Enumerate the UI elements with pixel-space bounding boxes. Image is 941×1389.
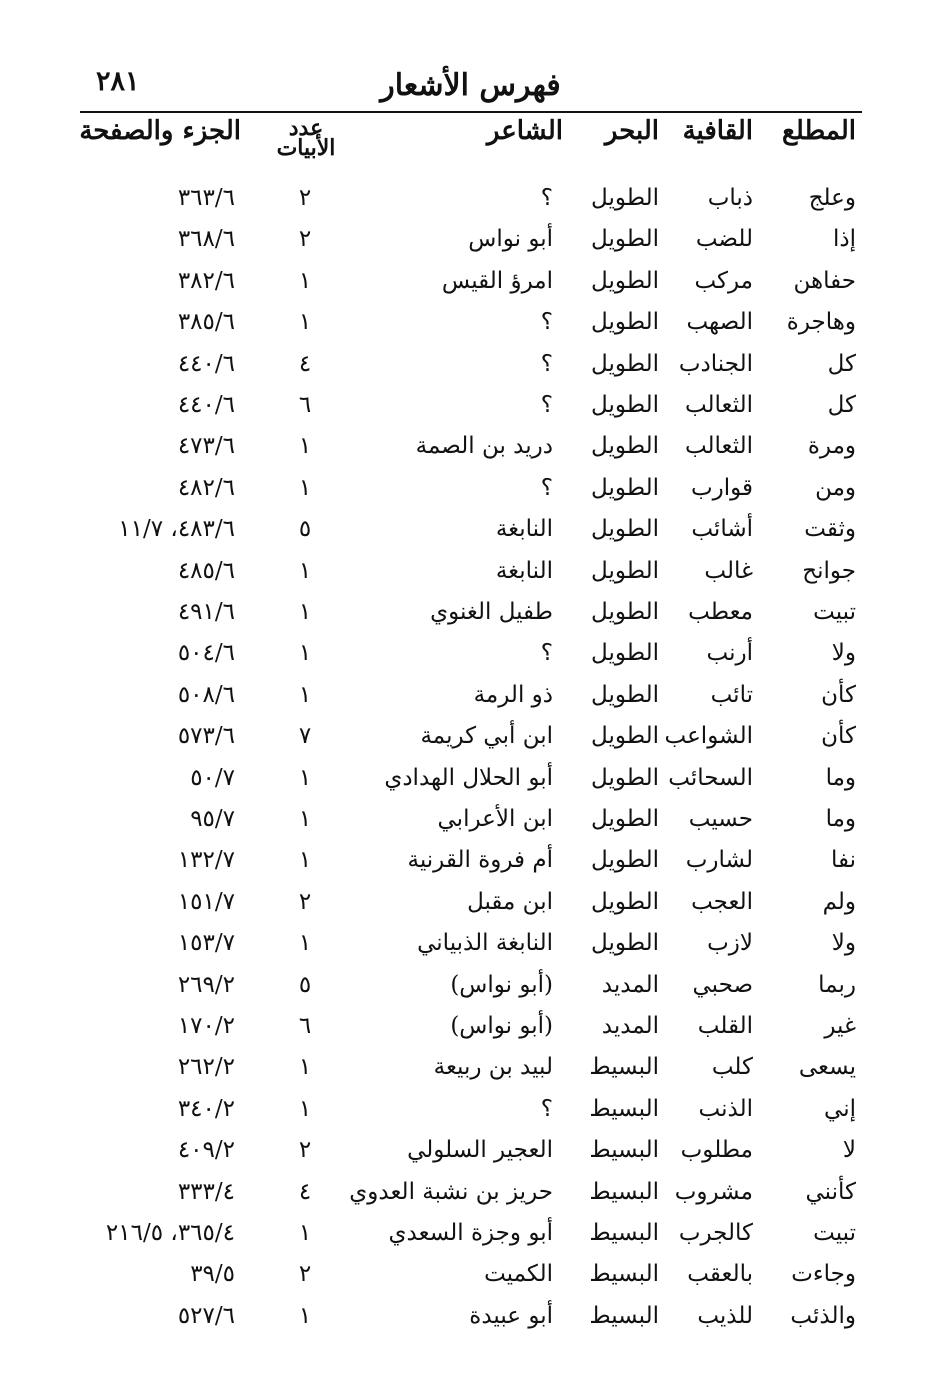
bahr-cell: البسيط [589,1178,659,1205]
qafia-cell: كالجرب [678,1220,753,1246]
qafia-cell: الجنادب [678,350,753,377]
bahr-cell: الطويل [591,764,659,791]
poet-cell: النابغة [495,557,553,584]
table-row [0,344,941,386]
table-row [0,716,941,758]
verse-count-cell: ١ [298,267,312,294]
qafia-cell: للضب [695,226,753,253]
bahr-cell: الطويل [591,392,659,418]
matla-cell: نفا [830,847,856,874]
matla-cell: ولم [822,888,856,915]
bahr-cell: المديد [601,1013,659,1039]
qafia-cell: أرنب [706,640,753,667]
qafia-cell: غالب [704,557,753,584]
table-row [0,1047,941,1089]
verse-count-cell: ٢ [298,1261,312,1288]
table-row [0,882,941,924]
poet-cell: ابن أبي كريمة [420,723,553,750]
qafia-cell: الثعالب [684,433,753,460]
poet-cell: النابغة الذبياني [417,930,553,957]
matla-cell: ومرة [807,433,856,460]
verse-count-cell: ٤ [298,1178,312,1205]
poet-cell: الكميت [484,1261,553,1288]
verse-count-cell: ٧ [298,723,312,750]
volume-page-cell: ٤٨٢/٦ [177,474,235,501]
poet-cell: (أبو نواس) [450,1013,553,1039]
matla-cell: تبيت [813,599,856,625]
matla-cell: ولا [831,930,856,957]
volume-page-cell: ٣٦٨/٦ [177,226,235,253]
poet-cell: ذو الرمة [473,681,553,708]
bahr-cell: الطويل [591,267,659,294]
volume-page-cell: ٤٤٠/٦ [177,392,235,418]
volume-page-cell: ٤٠٩/٢ [177,1137,235,1164]
volume-page-cell: ٣٦٣/٦ [177,185,235,211]
volume-page-cell: ١٥٣/٧ [177,930,235,957]
volume-page-cell: ٩٥/٧ [190,806,235,832]
volume-page-cell: ٤٨٣/٦، ١١/٧ [118,516,235,543]
qafia-cell: الصهب [686,309,753,336]
table-row [0,923,941,965]
bahr-cell: الطويل [591,847,659,874]
matla-cell: حفاهن [793,267,856,294]
matla-cell: والذئب [790,1302,856,1329]
verse-count-cell: ١ [298,806,312,832]
volume-page-cell: ٥٧٣/٦ [177,723,235,750]
volume-page-cell: ٣٩/٥ [190,1261,235,1288]
verse-count-cell: ٦ [298,1013,312,1039]
qafia-cell: لازب [707,930,753,957]
poet-cell: طفيل الغنوي [430,599,553,625]
volume-page-cell: ٤٧٣/٦ [177,433,235,460]
matla-cell: كل [827,350,856,377]
volume-page-cell: ٣٨٥/٦ [177,309,235,336]
table-row [0,1006,941,1048]
bahr-cell: الطويل [591,516,659,543]
matla-cell: وجاءت [791,1261,856,1288]
verse-count-cell: ١ [298,1302,312,1329]
table-row [0,1254,941,1296]
qafia-cell: حسيب [688,806,753,832]
table-row [0,1296,941,1338]
poet-cell: دريد بن الصمة [415,433,553,460]
poet-cell: أبو عبيدة [469,1302,553,1329]
table-row [0,426,941,468]
volume-page-cell: ١٧٠/٢ [177,1013,235,1039]
poet-cell: العجير السلولي [407,1137,553,1164]
table-row [0,1130,941,1172]
verse-count-cell: ١ [298,599,312,625]
poet-cell: ؟ [540,309,553,336]
matla-cell: وهاجرة [786,309,856,336]
table-row [0,840,941,882]
bahr-cell: الطويل [591,681,659,708]
volume-page-cell: ٣٦٥/٤، ٢١٦/٥ [105,1220,235,1246]
matla-cell: تبيت [813,1220,856,1246]
qafia-cell: ذباب [707,185,753,211]
qafia-cell: صحبي [692,971,753,998]
volume-page-cell: ٣٤٠/٢ [177,1095,235,1122]
volume-page-cell: ٤٤٠/٦ [177,350,235,377]
verse-count-cell: ١ [298,1220,312,1246]
poet-cell: أبو الحلال الهدادي [384,764,553,791]
poet-cell: ابن مقبل [467,888,553,915]
qafia-cell: معطب [688,599,753,625]
matla-cell: كل [827,392,856,418]
poet-cell: (أبو نواس) [450,971,553,998]
qafia-cell: لشارب [685,847,753,874]
table-row [0,178,941,220]
column-header-bahr: البحر [604,116,659,146]
matla-cell: إني [824,1095,856,1122]
bahr-cell: الطويل [591,433,659,460]
volume-page-cell: ٢٦٢/٢ [177,1054,235,1081]
bahr-cell: الطويل [591,599,659,625]
verse-count-cell: ٦ [298,392,312,418]
verse-count-cell: ١ [298,764,312,791]
qafia-cell: مطلوب [680,1137,753,1164]
bahr-cell: الطويل [591,806,659,832]
verse-count-cell: ٢ [298,1137,312,1164]
volume-page-cell: ٤٨٥/٦ [177,557,235,584]
table-row [0,551,941,593]
bahr-cell: الطويل [591,185,659,211]
poet-cell: ؟ [540,392,553,418]
header-rule [80,111,862,113]
table-row [0,633,941,675]
page-title: فهرس الأشعار [380,68,561,103]
verse-count-cell: ٢ [298,888,312,915]
poet-cell: امرؤ القيس [441,267,553,294]
volume-page-cell: ١٣٢/٧ [177,847,235,874]
table-row [0,675,941,717]
column-header-count-line2: الأبيات [276,135,336,161]
qafia-cell: القلب [697,1013,753,1039]
matla-cell: يسعى [798,1054,856,1081]
matla-cell: كأن [821,681,856,708]
bahr-cell: البسيط [589,1302,659,1329]
qafia-cell: الثعالب [684,392,753,418]
poet-cell: أبو وجزة السعدي [388,1220,553,1246]
poet-cell: أبو نواس [468,226,553,253]
table-row [0,468,941,510]
matla-cell: ربما [818,971,856,998]
qafia-cell: الشواعب [664,723,753,750]
bahr-cell: البسيط [589,1054,659,1081]
verse-count-cell: ٥ [298,516,312,543]
column-header-ref: الجزء والصفحة [79,116,241,146]
verse-count-cell: ١ [298,309,312,336]
bahr-cell: الطويل [591,723,659,750]
table-row [0,1213,941,1255]
qafia-cell: بالعقب [687,1261,753,1288]
volume-page-cell: ٥٠/٧ [190,764,235,791]
column-header-shaer: الشاعر [486,116,563,146]
verse-count-cell: ١ [298,433,312,460]
qafia-cell: للذيب [697,1302,753,1329]
qafia-cell: تائب [710,681,753,708]
matla-cell: جوانح [802,557,856,584]
volume-page-cell: ٣٨٢/٦ [177,267,235,294]
poet-cell: لبيد بن ربيعة [433,1054,553,1081]
bahr-cell: البسيط [589,1095,659,1122]
qafia-cell: أشائب [691,516,753,543]
bahr-cell: الطويل [591,888,659,915]
verse-count-cell: ١ [298,1054,312,1081]
volume-page-cell: ٤٩١/٦ [177,599,235,625]
bahr-cell: الطويل [591,640,659,667]
table-row [0,799,941,841]
poet-cell: ؟ [540,640,553,667]
column-header-matla: المطلع [782,116,856,146]
table-row [0,385,941,427]
column-header-count-line1: عدد [288,115,324,141]
matla-cell: لا [842,1137,856,1164]
column-header-qafia: القافية [682,116,753,146]
poet-cell: حريز بن نشبة العدوي [349,1178,553,1205]
poet-cell: أم فروة القرنية [407,847,553,874]
qafia-cell: قوارب [690,474,753,501]
bahr-cell: الطويل [591,557,659,584]
bahr-cell: الطويل [591,474,659,501]
poet-cell: ؟ [540,1095,553,1122]
verse-count-cell: ١ [298,640,312,667]
poet-cell: ؟ [540,474,553,501]
volume-page-cell: ١٥١/٧ [177,888,235,915]
verse-count-cell: ١ [298,474,312,501]
matla-cell: وما [825,806,856,832]
bahr-cell: الطويل [591,930,659,957]
matla-cell: إذا [832,226,856,253]
bahr-cell: المديد [601,971,659,998]
matla-cell: كأنني [805,1178,856,1205]
verse-count-cell: ١ [298,930,312,957]
table-row [0,261,941,303]
verse-count-cell: ١ [298,1095,312,1122]
qafia-cell: كلب [711,1054,753,1081]
table-row [0,509,941,551]
poet-cell: النابغة [495,516,553,543]
matla-cell: غير [824,1013,856,1039]
table-row [0,965,941,1007]
bahr-cell: البسيط [589,1220,659,1246]
bahr-cell: البسيط [589,1261,659,1288]
qafia-cell: الذنب [698,1095,753,1122]
bahr-cell: البسيط [589,1137,659,1164]
matla-cell: وثقت [804,516,856,543]
verse-count-cell: ٢ [298,226,312,253]
verse-count-cell: ١ [298,681,312,708]
poet-cell: ؟ [540,350,553,377]
qafia-cell: العجب [691,888,753,915]
bahr-cell: الطويل [591,309,659,336]
page-number: ٢٨١ [96,66,140,97]
poet-cell: ابن الأعرابي [437,806,553,832]
matla-cell: ولا [831,640,856,667]
volume-page-cell: ٥٠٤/٦ [177,640,235,667]
table-row [0,302,941,344]
matla-cell: ومن [815,474,856,501]
volume-page-cell: ٥٢٧/٦ [177,1302,235,1329]
qafia-cell: السحائب [668,764,753,791]
qafia-cell: مشروب [674,1178,753,1205]
matla-cell: كأن [821,723,856,750]
table-row [0,219,941,261]
volume-page-cell: ٥٠٨/٦ [177,681,235,708]
table-row [0,758,941,800]
verse-count-cell: ٢ [298,185,312,211]
verse-count-cell: ٤ [298,350,312,377]
verse-count-cell: ١ [298,847,312,874]
volume-page-cell: ٣٣٣/٤ [177,1178,235,1205]
qafia-cell: مركب [694,267,753,294]
matla-cell: وما [825,764,856,791]
table-row [0,1089,941,1131]
bahr-cell: الطويل [591,226,659,253]
verse-count-cell: ١ [298,557,312,584]
table-row [0,592,941,634]
poet-cell: ؟ [540,185,553,211]
table-row [0,1172,941,1214]
bahr-cell: الطويل [591,350,659,377]
matla-cell: وعلج [808,185,856,211]
volume-page-cell: ٢٦٩/٢ [177,971,235,998]
verse-count-cell: ٥ [298,971,312,998]
